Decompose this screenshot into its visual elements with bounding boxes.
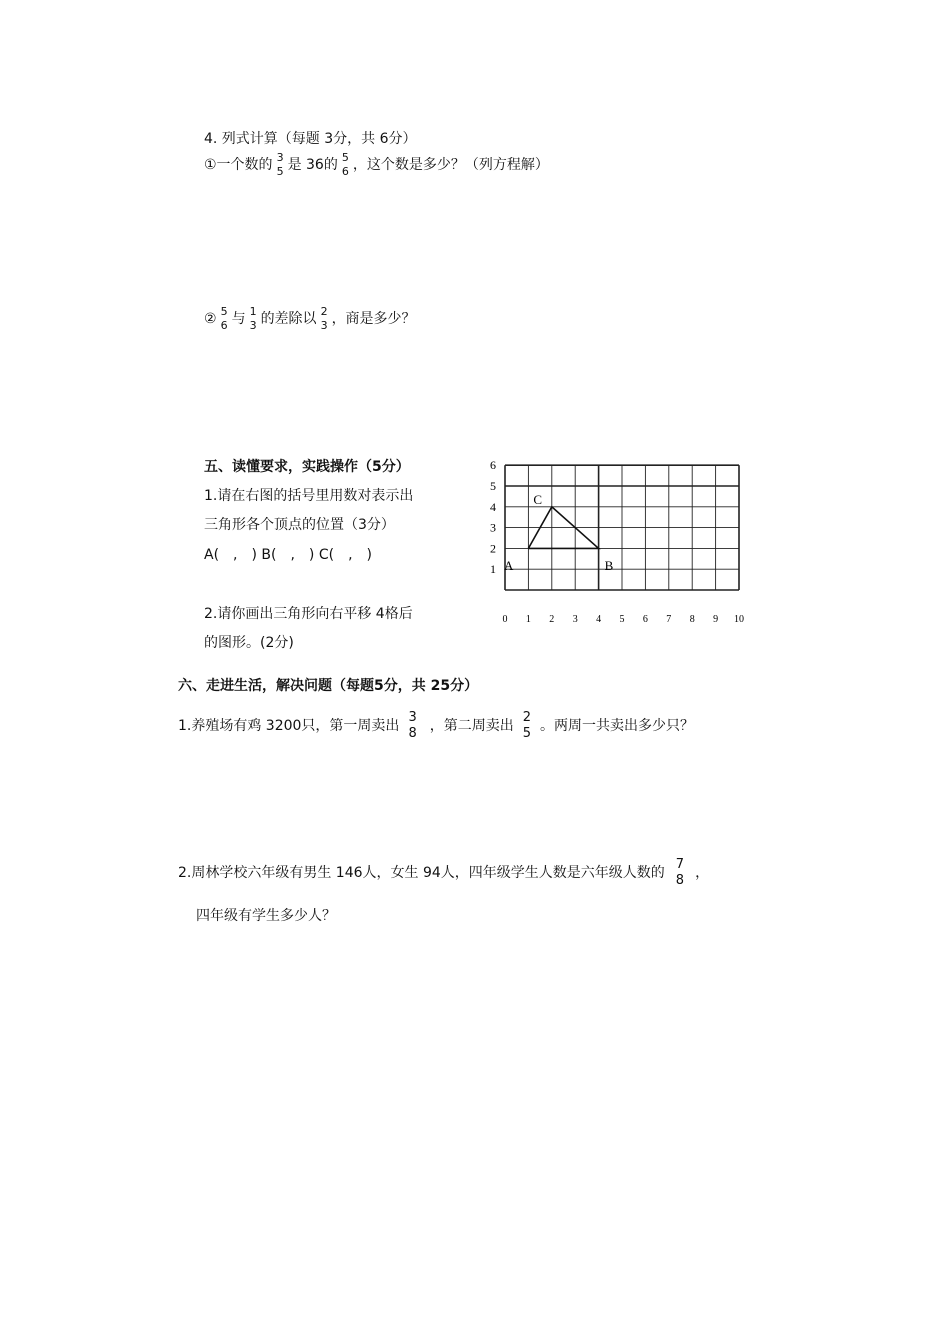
section6-heading: 六、走进生活，解决问题（每题5分，共 25分） bbox=[178, 678, 479, 694]
x-tick-label: 2 bbox=[549, 614, 555, 625]
x-axis-ticks bbox=[503, 614, 745, 625]
fraction-3-8: 3 8 bbox=[408, 710, 417, 741]
section5-q1-line1: 1.请在右图的括号里用数对表示出 bbox=[204, 488, 414, 504]
fraction-5-6: 5 6 bbox=[220, 305, 228, 332]
fraction-7-8: 7 8 bbox=[675, 857, 685, 888]
s6q1-mid: ，第二周卖出 bbox=[429, 717, 514, 734]
q2-suffix: ，商是多少？ bbox=[331, 310, 416, 327]
fraction-2-5: 2 5 bbox=[522, 710, 531, 741]
fraction-1-3: 1 3 bbox=[249, 305, 257, 332]
q2-prefix: ② bbox=[204, 310, 217, 327]
point-label-b: B bbox=[604, 558, 614, 574]
section4-question2 bbox=[204, 306, 416, 331]
q2-mid1: 与 bbox=[231, 310, 246, 327]
q1-mid: 是 36的 bbox=[287, 156, 338, 173]
y-tick-label: 3 bbox=[490, 520, 496, 535]
coordinate-grid bbox=[486, 458, 746, 630]
x-tick-label: 1 bbox=[525, 614, 531, 625]
x-tick-label: 10 bbox=[734, 614, 744, 625]
fraction-5-6: 5 6 bbox=[341, 151, 349, 178]
x-tick-label: 3 bbox=[572, 614, 578, 625]
s6q2-prefix: 2.周林学校六年级有男生 146人，女生 94人，四年级学生人数是六年级人数的 bbox=[178, 864, 665, 881]
x-tick-label: 0 bbox=[502, 614, 508, 625]
s6q1-prefix: 1.养殖场有鸡 3200只，第一周卖出 bbox=[178, 717, 400, 734]
fraction-2-3: 2 3 bbox=[320, 305, 328, 332]
section5-heading: 五、读懂要求，实践操作（5分） bbox=[204, 459, 410, 475]
s6q2-suffix: ， bbox=[695, 864, 710, 881]
section5-q1-line2: 三角形各个顶点的位置（3分） bbox=[204, 517, 395, 533]
x-tick-label: 7 bbox=[666, 614, 672, 625]
y-axis-ticks bbox=[490, 458, 496, 576]
fraction-3-5: 3 5 bbox=[276, 151, 284, 178]
section4-heading: 4. 列式计算（每题 3分，共 6分） bbox=[204, 131, 417, 147]
section6-question2-line2: 四年级有学生多少人？ bbox=[196, 908, 336, 924]
point-label-c: C bbox=[533, 491, 543, 507]
section6-question1 bbox=[178, 711, 694, 740]
x-tick-label: 9 bbox=[713, 614, 719, 625]
q2-mid2: 的差除以 bbox=[260, 310, 317, 327]
point-label-a: A bbox=[504, 558, 514, 574]
q1-suffix: ，这个数是多少？（列方程解） bbox=[352, 156, 549, 173]
section4-question1 bbox=[204, 152, 549, 177]
x-tick-label: 6 bbox=[642, 614, 648, 625]
y-tick-label: 2 bbox=[490, 541, 496, 556]
x-tick-label: 4 bbox=[596, 614, 602, 625]
s6q1-suffix: 。两周一共卖出多少只？ bbox=[540, 717, 694, 734]
y-tick-label: 1 bbox=[490, 562, 496, 577]
y-tick-label: 6 bbox=[490, 458, 496, 473]
section5-q1-answer-blanks: A( , ) B( , ) C( , ) bbox=[204, 547, 372, 563]
section5-q2-line2: 的图形。(2分) bbox=[204, 635, 294, 651]
x-tick-label: 8 bbox=[689, 614, 695, 625]
q1-prefix: ①一个数的 bbox=[204, 156, 273, 173]
section6-question2 bbox=[178, 858, 709, 887]
y-tick-label: 5 bbox=[490, 479, 496, 493]
x-tick-label: 5 bbox=[619, 614, 625, 625]
section5-q2-line1: 2.请你画出三角形向右平移 4格后 bbox=[204, 606, 413, 622]
y-tick-label: 4 bbox=[490, 499, 496, 514]
